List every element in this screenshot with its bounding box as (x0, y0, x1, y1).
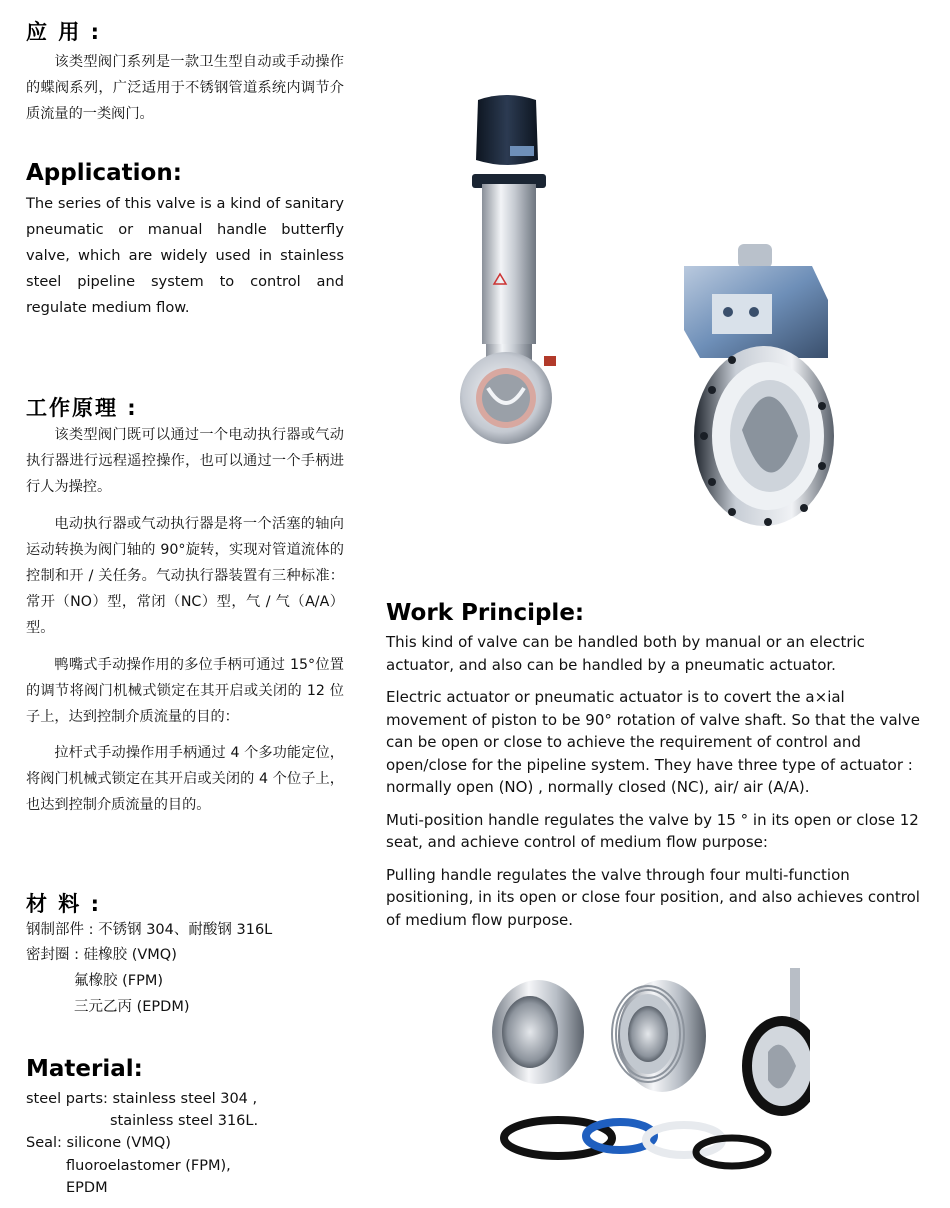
work-principle-zh-paragraph: 鸭嘴式手动操作用的多位手柄可通过 15°位置的调节将阀门机械式锁定在其开启或关闭的 12 位子上，达到控制介质流量的目的： (26, 657, 344, 725)
application-zh-body: 该类型阀门系列是一款卫生型自动或手动操作的蝶阀系列，广泛适用于不锈钢管道系统内调节介质流量的一类阀门。 (26, 54, 344, 122)
work-principle-en-heading: Work Principle: (386, 600, 585, 626)
work-principle-en-paragraph: Electric actuator or pneumatic actuator is to covert the a×ial movement of piston to be 90° rotation of valve shaft. So that the valve can be open or close to achieve the requirement of control and open/close for the pipeline system. They have three type of actuator : normally open (NO) , normally closed (NC), air/ air (A/A). (386, 688, 920, 796)
material-en-line: steel parts: stainless steel 304 , (26, 1091, 258, 1107)
application-en-body: The series of this valve is a kind of sanitary pneumatic or manual handle butterfly valve, which are widely used in stainless steel pipeline system to control and regulate medium flow. (26, 195, 344, 316)
work-principle-zh-paragraph: 电动执行器或气动执行器是将一个活塞的轴向运动转换为阀门轴的 90°旋转，实现对管道流体的控制和开 / 关任务。气动执行器装置有三种标准：常开（NO）型，常闭（NC）型，气 / 气（A/A）型。 (26, 516, 344, 636)
material-en-line: Seal: silicone (VMQ) (26, 1135, 171, 1151)
application-zh-heading: 应 用 : (26, 20, 102, 44)
work-principle-en-paragraph: This kind of valve can be handled both by manual or an electric actuator, and also can be handled by a pneumatic actuator. (386, 633, 865, 674)
vacuum-butterfly-valve-image (672, 240, 834, 530)
work-principle-en-body (386, 631, 928, 941)
material-zh-line: 密封圈 : 硅橡胶 (VMQ) (26, 947, 177, 963)
work-principle-en-paragraph: Pulling handle regulates the valve through four multi-function positioning, in its open or close four position, and also achieves control of medium flow purpose. (386, 865, 920, 929)
material-zh-heading: 材 料 : (26, 892, 102, 916)
application-en-heading: Application: (26, 160, 182, 186)
material-zh-line: 钢制部件 : 不锈钢 304、耐酸钢 316L (26, 922, 273, 938)
work-principle-zh-heading: 工作原理 : (26, 396, 138, 420)
fittings-and-seals-image (486, 962, 810, 1174)
material-zh-line: 三元乙丙 (EPDM) (74, 999, 190, 1015)
work-principle-zh-paragraph: 拉杆式手动操作用手柄通过 4 个多功能定位，将阀门机械式锁定在其开启或关闭的 4 个位子上，也达到控制介质流量的目的。 (26, 745, 344, 813)
pneumatic-butterfly-valve-image (448, 88, 568, 448)
work-principle-en-paragraph: Muti-position handle regulates the valve by 15 ° in its open or close 12 seat, and achieve control of medium flow purpose: (386, 810, 919, 851)
material-en-heading: Material: (26, 1056, 143, 1082)
material-en-line: fluoroelastomer (FPM), (66, 1158, 231, 1174)
material-zh-line: 氟橡胶 (FPM) (74, 973, 164, 989)
work-principle-zh-paragraph: 该类型阀门既可以通过一个电动执行器或气动执行器进行远程遥控操作，也可以通过一个手柄进行人为操控。 (26, 427, 344, 495)
material-en-line: stainless steel 316L. (110, 1113, 259, 1129)
material-en-line: EPDM (66, 1180, 108, 1196)
